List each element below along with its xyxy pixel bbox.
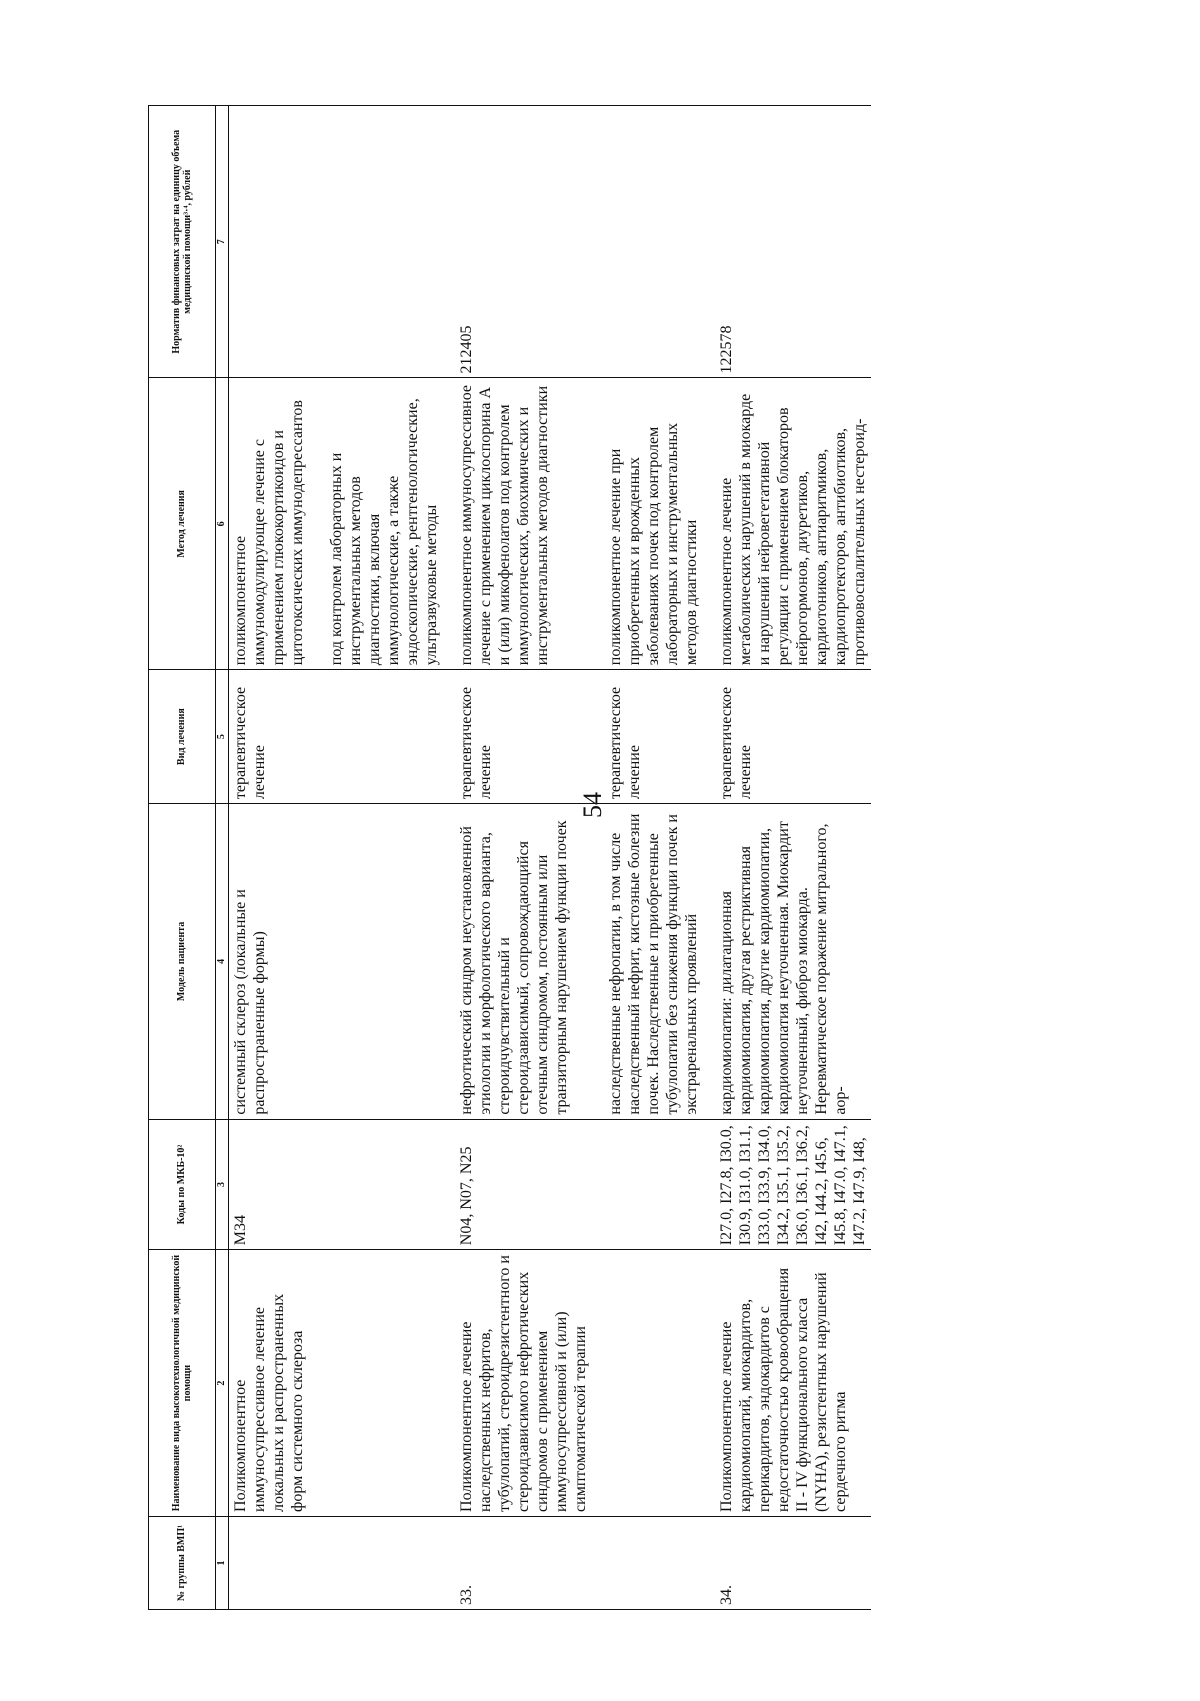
table-row	[229, 106, 444, 1610]
table-row	[604, 106, 703, 1610]
treatment-method-cell: поликомпонентное иммуносупрессивное лечение с применением циклоспорина А и (или) микофенолатов под контролем иммунологических, биохимических и инструментальных методов диагностики	[455, 378, 592, 670]
header-patient-model: Модель пациента	[149, 804, 216, 1120]
cost-cell: 122578	[715, 106, 871, 378]
treatment-type-cell: терапевтическое лечение	[604, 670, 703, 804]
header-icd-codes: Коды по МКБ-10²	[149, 1119, 216, 1250]
row-spacer	[703, 106, 715, 1610]
table-row	[715, 106, 871, 1610]
table-row	[455, 106, 592, 1610]
patient-model-cell: системный склероз (локальные и распространенные формы)	[229, 804, 444, 1120]
column-number: 2	[216, 1250, 229, 1517]
icd-codes-cell	[604, 1119, 703, 1250]
column-number: 3	[216, 1119, 229, 1250]
column-number-row	[216, 106, 229, 1610]
cost-cell: 212405	[455, 106, 592, 378]
treatment-method-continuation: под контролем лабораторных и инструментальных методов диагностики, включая иммунологические, а также эндоскопические, рентгенологические, ультразвуковые методы	[328, 398, 440, 666]
care-type-name-cell	[604, 1250, 703, 1517]
medical-care-table	[148, 105, 1048, 1610]
header-treatment-method: Метод лечения	[149, 378, 216, 670]
column-number: 7	[216, 106, 229, 378]
header-row	[149, 106, 216, 1610]
group-number-cell: 33.	[455, 1516, 592, 1609]
treatment-type-cell: терапевтическое лечение	[715, 670, 871, 804]
column-number: 5	[216, 670, 229, 804]
treatment-type-cell: терапевтическое лечение	[229, 670, 444, 804]
column-number: 6	[216, 378, 229, 670]
icd-codes-cell: N04, N07, N25	[455, 1119, 592, 1250]
treatment-method-text: поликомпонентное иммуномодулирующее лечение с применением глюкокортикоидов и цитотоксических иммунодепрессантов	[232, 400, 306, 666]
page-number: 54	[578, 792, 607, 818]
treatment-type-cell: терапевтическое лечение	[455, 670, 592, 804]
treatment-method-cell: поликомпонентное лечение при приобретенных и врожденных заболеваниях почек под контролем лабораторных и инструментальных методов диагностики	[604, 378, 703, 670]
header-care-type-name: Наименование вида высокотехнологичной медицинской помощи	[149, 1250, 216, 1517]
treatment-method-cell	[229, 378, 444, 670]
patient-model-cell: нефротический синдром неустановленной этиологии и морфологического варианта, стероидчувствительный и стероидзависимый, сопровождающийся отечным синдромом, постоянным или транзиторным нарушением функции почек	[455, 804, 592, 1120]
row-spacer	[592, 106, 604, 1610]
column-number: 1	[216, 1516, 229, 1609]
cost-cell	[604, 106, 703, 378]
column-number: 4	[216, 804, 229, 1120]
group-number-cell	[604, 1516, 703, 1609]
header-group-number: № группы ВМП¹	[149, 1516, 216, 1609]
header-cost-standard: Норматив финансовых затрат на единицу объема медицинской помощи³·⁴, рублей	[149, 106, 216, 378]
care-type-name-cell: Поликомпонентное лечение наследственных нефритов, тубулопатий, стероидрезистентного и стероидзависимого нефротических синдромов с применением иммуносупрессивной и (или) симптоматической терапии	[455, 1250, 592, 1517]
icd-codes-cell: M34	[229, 1119, 444, 1250]
patient-model-cell: наследственные нефропатии, в том числе наследственный нефрит, кистозные болезни почек. Наследственные и приобретенные тубулопатии без снижения функции почек и экстраренальных проявлений	[604, 804, 703, 1120]
row-spacer	[443, 106, 455, 1610]
group-number-cell: 34.	[715, 1516, 871, 1609]
group-number-cell	[229, 1516, 444, 1609]
care-type-name-cell: Поликомпонентное лечение кардиомиопатий, миокардитов, перикардитов, эндокардитов с недостаточностью кровообращения II - IV функционального класса (NYHA), резистентных нарушений сердечного ритма	[715, 1250, 871, 1517]
icd-codes-cell: I27.0, I27.8, I30.0, I30.9, I31.0, I31.1, I33.0, I33.9, I34.0, I34.2, I35.1, I35.2, I36.0, I36.1, I36.2, I42, I44.2, I45.6, I45.8, I47.0, I47.1, I47.2, I47.9, I48,	[715, 1119, 871, 1250]
header-treatment-type: Вид лечения	[149, 670, 216, 804]
cost-cell	[229, 106, 444, 378]
patient-model-cell: кардиомиопатии: дилатационная кардиомиопатия, другая рестриктивная кардиомиопатия, другие кардиомиопатии, кардиомиопатия неуточненная. Миокардит неуточненный, фиброз миокарда. Неревматическое поражение митрального, аор-	[715, 804, 871, 1120]
table	[148, 105, 871, 1610]
treatment-method-cell: поликомпонентное лечение метаболических нарушений в миокарде и нарушений нейровегетативной регуляции с применением блокаторов нейрогормонов, диуретиков, кардиотоников, антиаритмиков, кардиопротекторов, антибиотиков, противовоспалительных нестероид-	[715, 378, 871, 670]
care-type-name-cell: Поликомпонентное иммуносупрессивное лечение локальных и распространенных форм системного склероза	[229, 1250, 444, 1517]
